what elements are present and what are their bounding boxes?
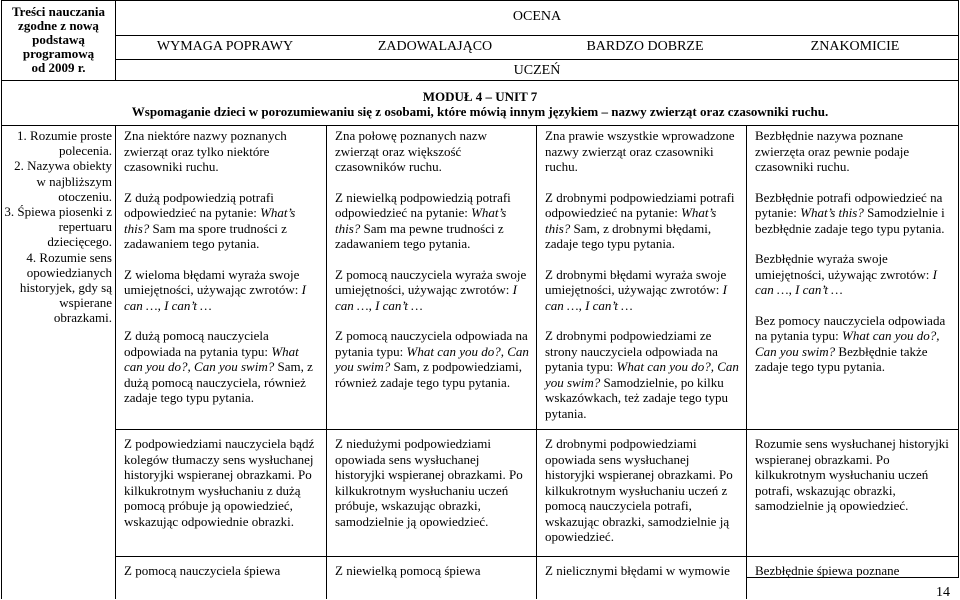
grade-wymaga-poprawy: WYMAGA POPRAWY [156,39,294,54]
criterion-bardzo-dobrze-4: Z drobnymi podpowiedziami ze strony nauczyciela odpowiada na pytania typu: What can you do?, Can you swim? Samodzielnie, po kilku wskazówkach, też zadaje tego typu pytania. [545,328,739,421]
criterion-bardzo-dobrze-1: Zna prawie wszystkie wprowadzone nazwy zwierząt oraz czasowniki ruchu. [545,128,735,174]
criterion-znakomicie-3: Bezbłędnie wyraża swoje umiejętności, używając zwrotów: I can …, I can’t … [755,251,937,297]
content-column-divider-lower [115,125,116,599]
grade-column-divider-3 [746,125,747,599]
row3-wymaga-poprawy: Z pomocą nauczyciela śpiewa [124,563,281,578]
grade-znakomicie: ZNAKOMICIE [810,39,900,54]
criterion-zadowalajaco-4: Z pomocą nauczyciela odpowiada na pytania typu: What can you do?, Can you swim? Sam, z podpowiedziami, również zadaje tego typu pytania. [335,328,529,390]
grade-column-divider-2 [536,125,537,599]
row-divider-1 [115,429,959,430]
grade-zadowalajaco: ZADOWALAJĄCO [377,39,493,54]
content-label: Treści nauczania zgodne z nową podstawą programową od 2009 r. [11,4,106,75]
content-items [4,128,112,326]
criterion-wymaga-poprawy-3: Z wieloma błędami wyraża swoje umiejętności, używając zwrotów: I can …, I can’t … [124,266,306,313]
column-bardzo-dobrze [545,128,741,436]
row3-bardzo-dobrze: Z nielicznymi błędami w wymowie [545,563,730,578]
grades-divider [115,59,959,60]
table-border-top [1,0,959,1]
row3-znakomicie: Bezbłędnie śpiewa poznane [755,563,900,578]
grade-column-divider-1 [326,125,327,599]
criterion-znakomicie-4: Bez pomocy nauczyciela odpowiada na pytania typu: What can you do?, Can you swim? Bezbłędnie także zadaje tego typu pytania. [755,312,946,374]
row2-znakomicie: Rozumie sens wysłuchanej historyjki wspieranej obrazkami. Po kilkukrotnym wysłuchaniu uczeń potrafi, wskazując obrazki, samodzielnie ją opowiedzieć. [755,436,949,513]
uczen-label: UCZEŃ [513,63,561,78]
row2-zadowalajaco: Z niedużymi podpowiedziami opowiada sens wysłuchanej historyjki wspieranej obrazkami. Po kilkukrotnym wysłuchaniu uczeń próbuje, wskazując obrazki, samodzielnie ją opowiedzieć. [335,436,523,529]
content-item: 2. Nazywa obiekty w najbliższym otoczeniu. [14,158,112,204]
criterion-zadowalajaco-2: Z niewielką podpowiedzią potrafi odpowiedzieć na pytanie: What’s this? Sam ma pewne trudności z zadawaniem tego pytania. [335,189,511,251]
column-wymaga-poprawy [124,128,320,421]
criterion-bardzo-dobrze-3: Z drobnymi błędami wyraża swoje umiejętności, używając zwrotów: I can …, I can’t … [545,266,727,313]
ocena-divider [115,35,959,36]
row3-zadowalajaco: Z niewielką pomocą śpiewa [335,563,481,578]
column-zadowalajaco [335,128,531,405]
topic-divider [1,125,959,126]
criterion-znakomicie-1: Bezbłędnie nazywa poznane zwierzęta oraz pewnie podaje czasowniki ruchu. [755,128,910,174]
table-border-right [958,0,959,577]
content-item: 3. Śpiewa piosenki z repertuaru dziecięcego. [4,204,112,250]
page-number: 14 [936,585,950,600]
row2-wymaga-poprawy: Z podpowiedziami nauczyciela bądź kolegów tłumaczy sens wysłuchanej historyjki wspieranej obrazkami. Po kilkukrotnym wysłuchaniu z dużą pomocą próbuje ją opowiedzieć, wskazując odpowiednie obrazki. [124,436,315,529]
criterion-zadowalajaco-3: Z pomocą nauczyciela wyraża swoje umiejętności, używając zwrotów: I can …, I can’t … [335,266,527,313]
module-title: MODUŁ 4 – UNIT 7 [422,89,538,104]
criterion-wymaga-poprawy-1: Zna niektóre nazwy poznanych zwierząt oraz tylko niektóre czasowniki ruchu. [124,128,287,174]
row-divider-2 [115,556,959,557]
row2-bardzo-dobrze: Z drobnymi podpowiedziami opowiada sens wysłuchanej historyjki wspieranej obrazkami. Po kilkukrotnym wysłuchaniu uczeń z pomocą nauczyciela potrafi, wskazując obrazki, samodzielnie ją opowiedzieć. [545,436,733,544]
criterion-zadowalajaco-1: Zna połowę poznanych nazw zwierząt oraz większość czasowników ruchu. [335,128,487,174]
criterion-bardzo-dobrze-2: Z drobnymi podpowiedziami potrafi odpowiedzieć na pytanie: What’s this? Sam, z drobnymi błędami, zadaje tego typu pytania. [545,189,735,251]
criterion-wymaga-poprawy-2: Z dużą podpowiedzią potrafi odpowiedzieć na pytanie: What’s this? Sam ma spore trudności z zadawaniem tego pytania. [124,189,296,251]
uczen-divider [1,80,959,81]
column-znakomicie [755,128,953,390]
ocena-title: OCENA [512,9,562,24]
grade-bardzo-dobrze: BARDZO DOBRZE [586,39,704,54]
content-item: 1. Rozumie proste polecenia. [17,128,112,159]
criterion-znakomicie-2: Bezbłędnie potrafi odpowiedzieć na pytanie: What’s this? Samodzielnie i bezbłędnie zadaje tego typu pytania. [755,189,945,236]
criterion-wymaga-poprawy-4: Z dużą pomocą nauczyciela odpowiada na pytania typu: What can you do?, Can you swim? Sam, z dużą pomocą nauczyciela, również zadaje tego typu pytania. [124,328,313,405]
topic-title: Wspomaganie dzieci w porozumiewaniu się z osobami, które mówią innym językiem – nazwy zwierząt oraz czasowniki ruchu. [131,104,829,119]
content-item: 4. Rozumie sens opowiedzianych historyjek, gdy są wspierane obrazkami. [19,249,112,326]
